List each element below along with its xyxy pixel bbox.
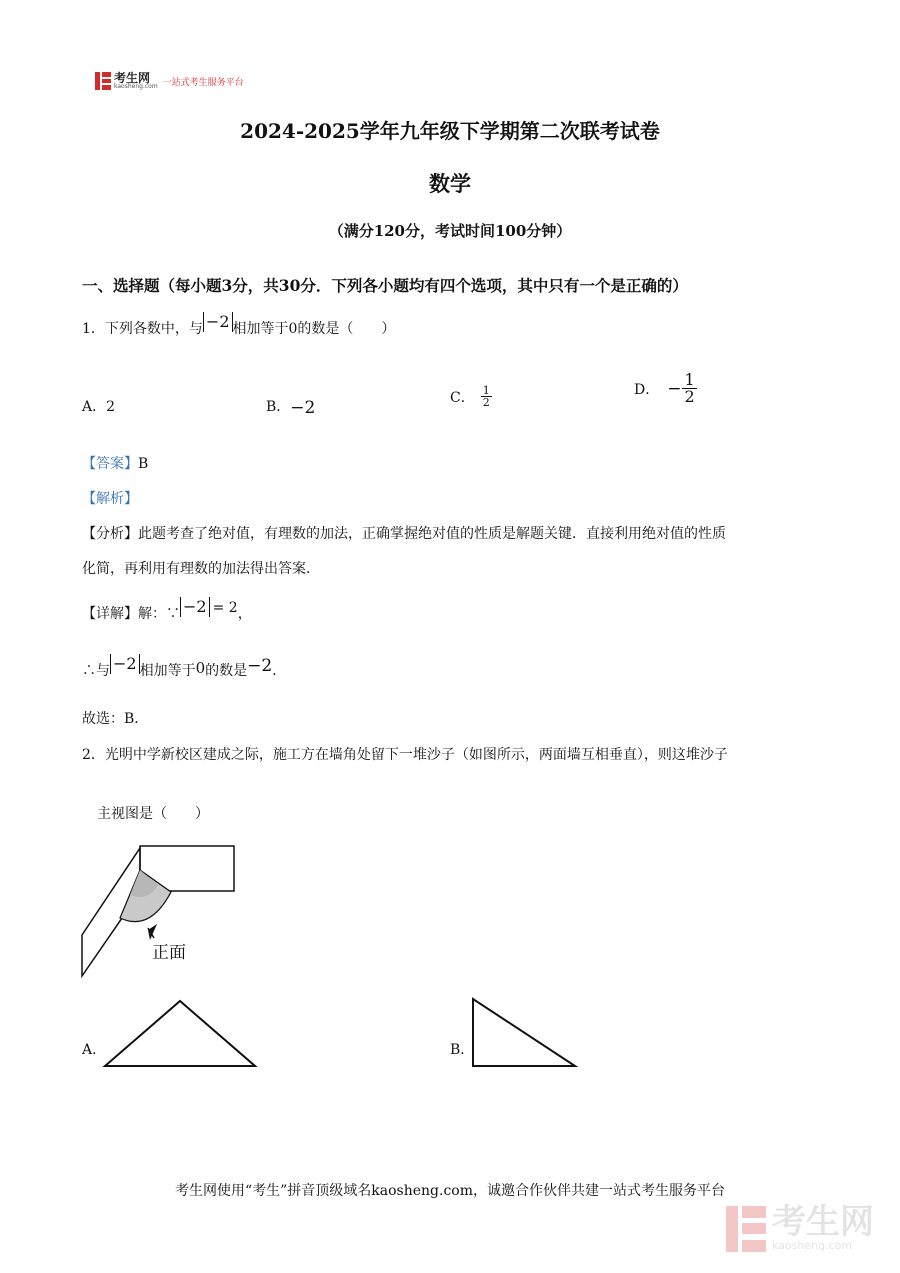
therefore-prefix: ∴与 xyxy=(82,663,110,679)
exam-info: （满分120分，考试时间100分钟） xyxy=(328,222,572,240)
logo-slogan: 一站式考生服务平台 xyxy=(162,77,244,88)
q1-prefix: 1．下列各数中，与 xyxy=(82,321,203,337)
option-d-numerator: 1 xyxy=(684,370,695,389)
therefore-mid2: 的数是 xyxy=(205,663,248,679)
watermark-logo-icon xyxy=(726,1206,766,1252)
q1-option-c[interactable] xyxy=(450,385,492,408)
detail-line xyxy=(82,597,252,623)
q1-option-b[interactable] xyxy=(266,396,315,416)
footer-text: 考生网使用“考生”拼音顶级域名kaosheng.com，诚邀合作伙伴共建一站式考生服务平台 xyxy=(174,1183,726,1199)
site-logo[interactable] xyxy=(95,72,244,90)
section-heading: 一、选择题（每小题3分，共30分．下列各小题均有四个选项，其中只有一个是正确的） xyxy=(82,276,688,295)
therefore-line xyxy=(82,654,287,680)
q1-abs-expr: −2 xyxy=(203,312,233,332)
answer-value: B xyxy=(138,456,149,472)
option-c-fraction xyxy=(481,385,492,408)
subject-title: 数学 xyxy=(429,171,471,196)
q2-option-b-triangle[interactable] xyxy=(470,996,580,1071)
figure-label: 正面 xyxy=(152,943,186,963)
q1-choice: 故选：B． xyxy=(82,711,149,727)
q2-stem-line-2: 主视图是（ ） xyxy=(97,806,209,822)
logo-icon xyxy=(95,72,111,90)
option-b-label: B． xyxy=(266,399,291,415)
option-a-value: 2 xyxy=(106,399,116,415)
exam-title: 2024-2025学年九年级下学期第二次联考试卷 xyxy=(240,119,660,143)
option-c-label: C． xyxy=(450,389,475,406)
option-d-sign: − xyxy=(667,378,682,399)
option-b-value: −2 xyxy=(290,398,316,418)
option-a-label: A． xyxy=(82,399,107,415)
therefore-value: −2 xyxy=(247,656,273,676)
therefore-end: ． xyxy=(272,663,287,679)
option-c-numerator: 1 xyxy=(482,384,490,397)
detail-comma: ， xyxy=(237,606,252,622)
watermark-domain: kaosheng.com xyxy=(772,1239,853,1252)
q2-option-a-label[interactable]: A． xyxy=(82,1042,107,1058)
option-d-label: D． xyxy=(634,381,660,398)
logo-name: 考生网 xyxy=(114,71,151,85)
q1-option-d[interactable] xyxy=(634,372,697,405)
option-d-fraction xyxy=(682,372,696,405)
q1-answer xyxy=(82,453,148,473)
q1-suffix: 相加等于0的数是（ ） xyxy=(232,321,396,337)
analysis-tag: 【解析】 xyxy=(82,491,138,507)
q2-option-a-triangle[interactable] xyxy=(100,996,260,1071)
q2-option-b-label[interactable]: B． xyxy=(450,1042,475,1058)
sand-pile-figure xyxy=(78,840,242,980)
watermark-name: 考生网 xyxy=(772,1202,874,1242)
option-d-denominator: 2 xyxy=(684,387,695,406)
logo-domain: kaosheng.com xyxy=(114,83,158,90)
therefore-abs-expr: −2 xyxy=(110,654,140,674)
detail-prefix: 【详解】解：∵ xyxy=(82,606,180,622)
arrow-icon xyxy=(148,924,157,940)
therefore-mid: 相加等于 xyxy=(139,663,196,679)
watermark xyxy=(726,1202,874,1252)
fenxi-line-2: 化简，再利用有理数的加法得出答案． xyxy=(82,561,320,577)
q1-stem xyxy=(82,312,396,338)
detail-abs-expr: −2 xyxy=(180,597,210,617)
q1-option-a[interactable] xyxy=(82,396,115,416)
q2-stem-line-1: 2．光明中学新校区建成之际，施工方在墙角处留下一堆沙子（如图所示，两面墙互相垂直），则这堆沙子 xyxy=(82,747,728,763)
option-c-denominator: 2 xyxy=(482,396,490,409)
fenxi-line-1: 【分析】此题考查了绝对值，有理数的加法，正确掌握绝对值的性质是解题关键．直接利用绝对值的性质 xyxy=(82,526,726,542)
answer-tag: 【答案】 xyxy=(82,456,138,472)
therefore-zero: 0 xyxy=(195,659,206,677)
detail-eq: = 2 xyxy=(212,600,238,616)
